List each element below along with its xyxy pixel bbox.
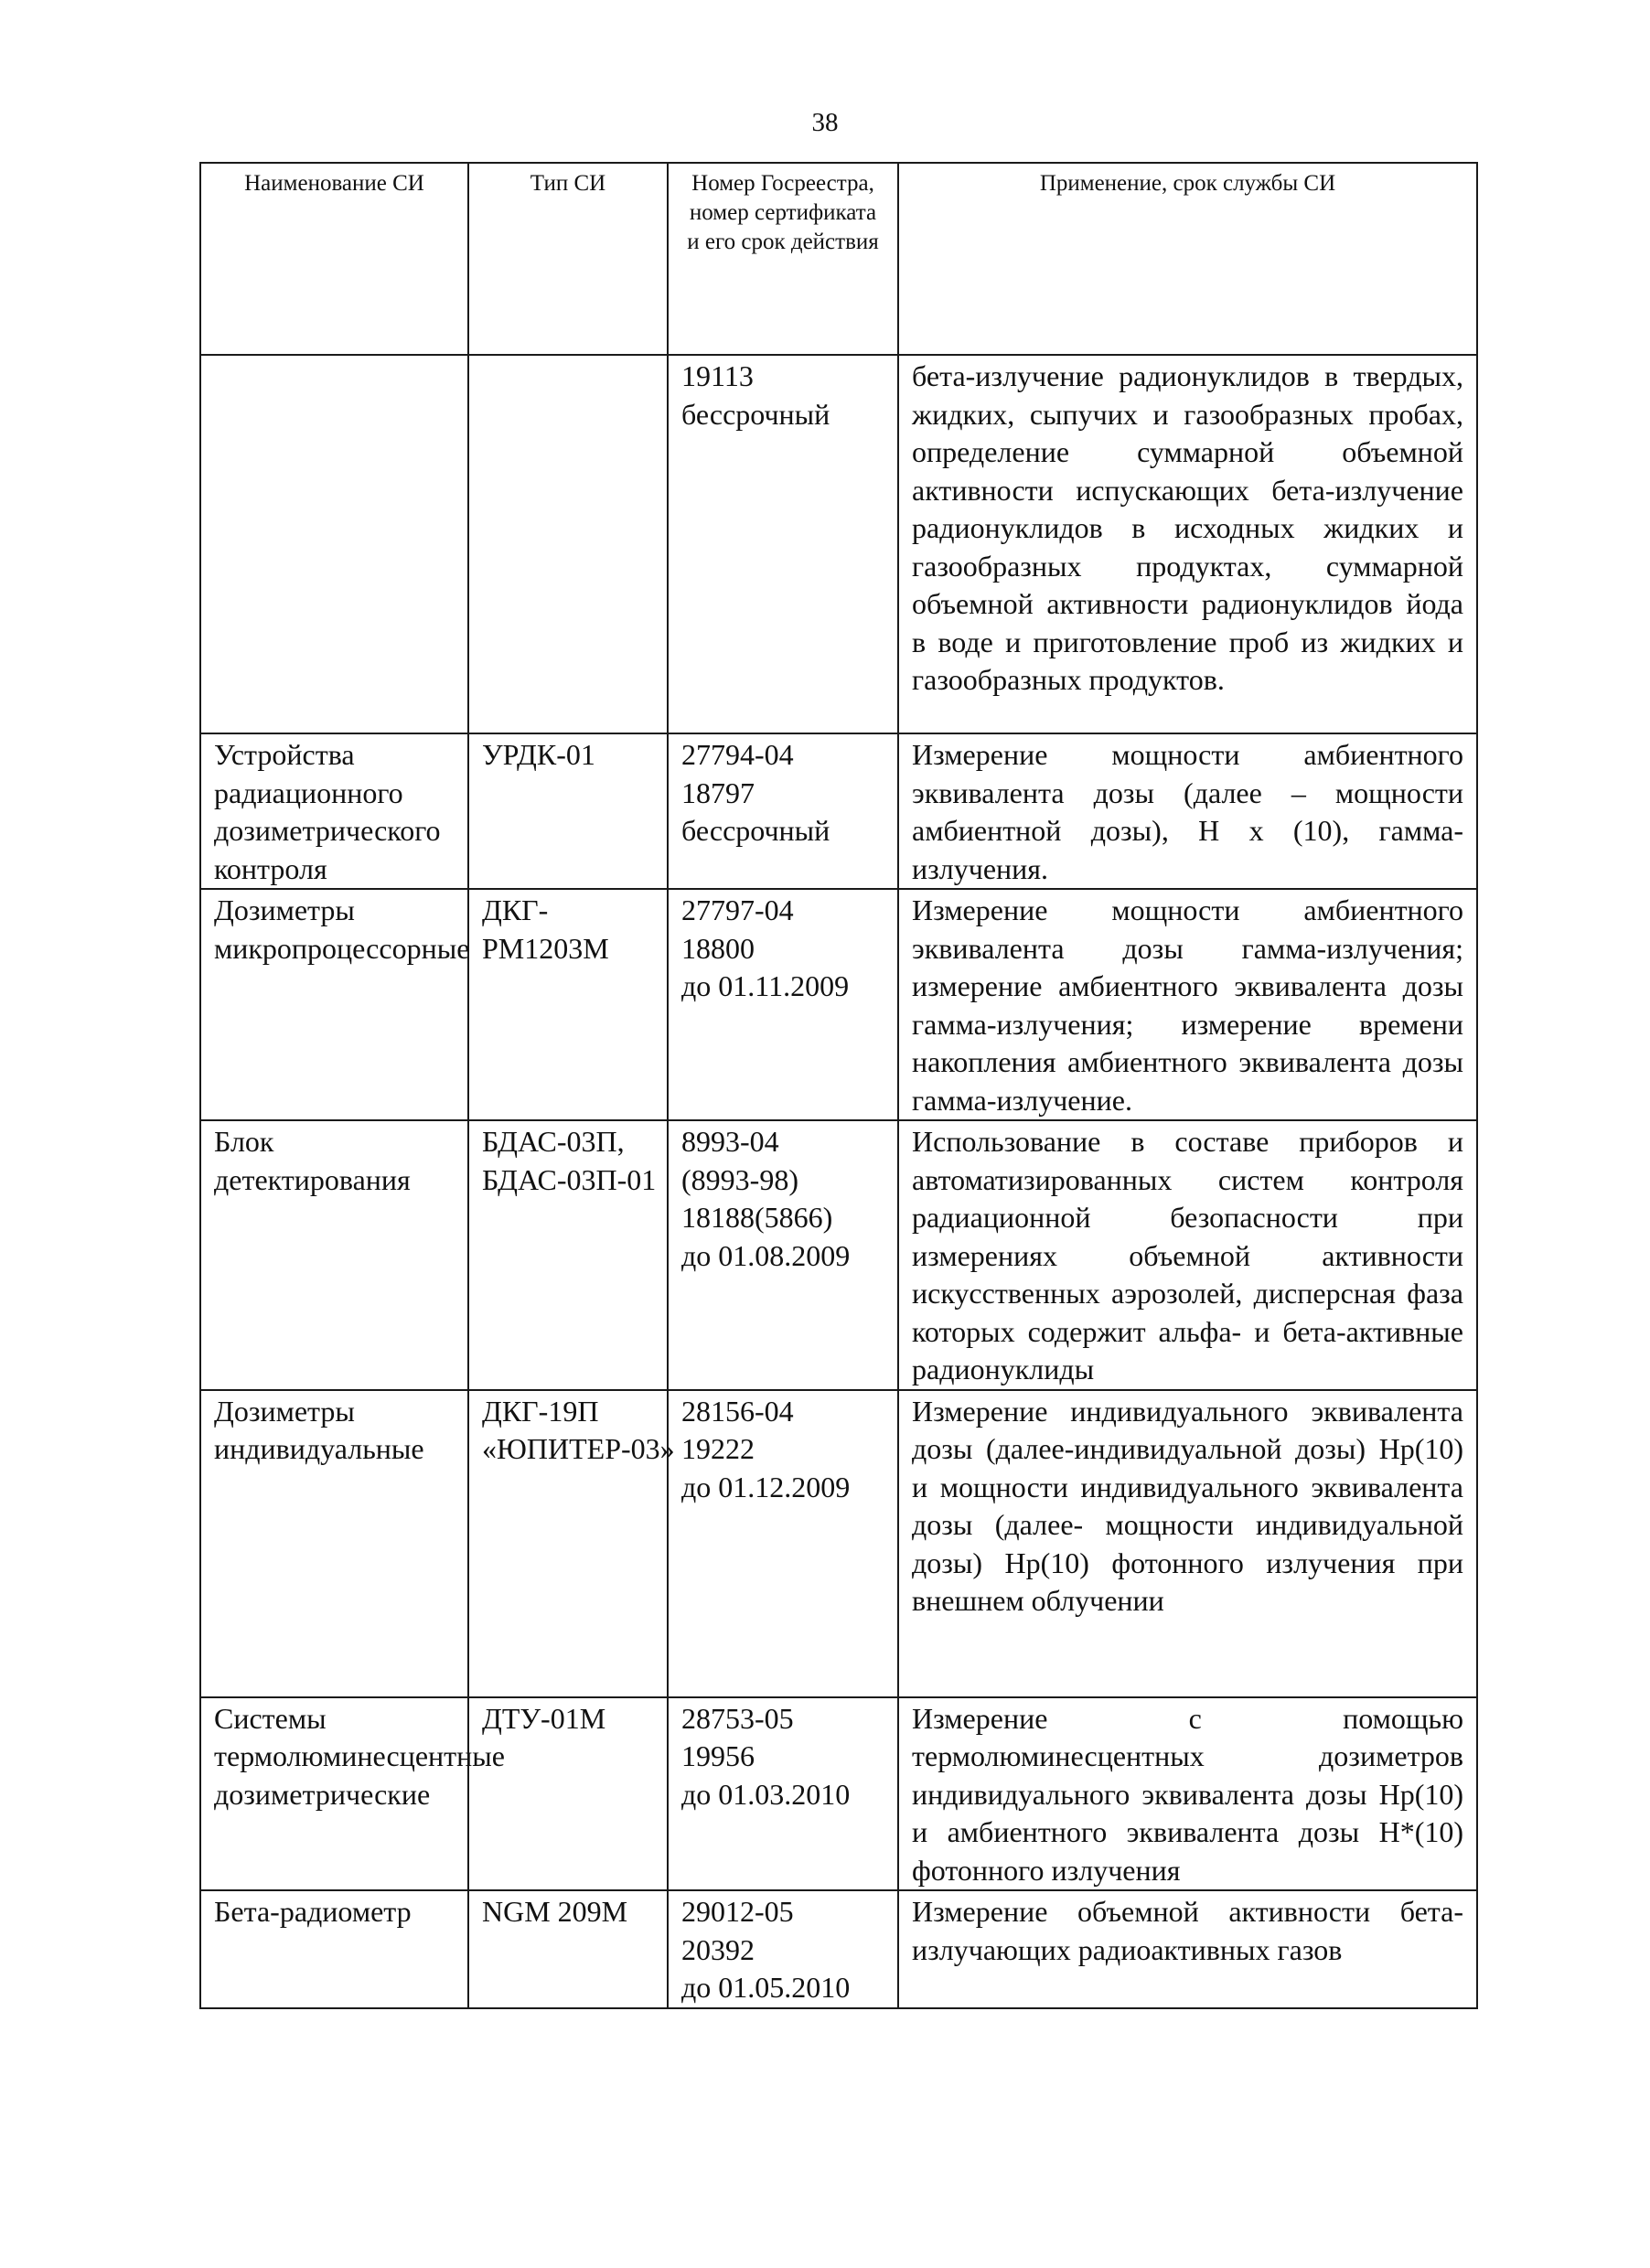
cell-application: Измерение с помощью термолюминесцентных дозиметров индивидуального эквивалента дозы Hp(10) и амбиентного эквивалента дозы H*(10) фотонного излучения <box>898 1697 1477 1891</box>
cell-name: Устройства радиационного дозиметрического контроля <box>200 733 468 889</box>
registry-line: 8993-04 <box>681 1125 779 1158</box>
cell-type: УРДК-01 <box>468 733 668 889</box>
registry-line: 19222 <box>681 1432 755 1465</box>
cell-registry-number <box>668 889 898 1120</box>
registry-line: 28753-05 <box>681 1701 794 1735</box>
table-header-row <box>200 163 1477 355</box>
cell-name: Дозиметры микропроцессорные <box>200 889 468 1120</box>
registry-line: до 01.11.2009 <box>681 969 850 1002</box>
table-row <box>200 889 1477 1120</box>
cell-name: Бета-радиометр <box>200 1890 468 2008</box>
registry-line: 27794-04 <box>681 738 794 771</box>
cell-application: Использование в составе приборов и автоматизированных систем контроля радиационной безопасности при измерениях объемной активности искусственных аэрозолей, дисперсная фаза которых содержит альфа- и бета-активные радионуклиды <box>898 1120 1477 1390</box>
table-row <box>200 733 1477 889</box>
registry-line: 20392 <box>681 1932 755 1966</box>
registry-line: 18188(5866) <box>681 1201 833 1234</box>
cell-type: ДКГ-РМ1203М <box>468 889 668 1120</box>
cell-type: БДАС-03П, БДАС-03П-01 <box>468 1120 668 1390</box>
page-number: 38 <box>811 108 839 137</box>
header-type: Тип СИ <box>468 163 668 355</box>
cell-registry-number <box>668 1120 898 1390</box>
registry-line: бессрочный <box>681 397 830 431</box>
cell-registry-number <box>668 1890 898 2008</box>
cell-name <box>200 355 468 733</box>
registry-line: 19956 <box>681 1739 755 1772</box>
registry-line: (8993-98) <box>681 1162 798 1196</box>
cell-type <box>468 355 668 733</box>
cell-name: Блок детектирования <box>200 1120 468 1390</box>
cell-application: Измерение мощности амбиентного эквивалента дозы (далее – мощности амбиентной дозы), H x (10), гамма-излучения. <box>898 733 1477 889</box>
cell-type: ДКГ-19П «ЮПИТЕР-03» <box>468 1390 668 1697</box>
cell-registry-number <box>668 1697 898 1891</box>
cell-application: Измерение объемной активности бета-излучающих радиоактивных газов <box>898 1890 1477 2008</box>
header-application: Применение, срок службы СИ <box>898 163 1477 355</box>
table-row <box>200 355 1477 733</box>
registry-line: до 01.03.2010 <box>681 1777 851 1811</box>
registry-line: 18800 <box>681 931 755 965</box>
cell-registry-number <box>668 733 898 889</box>
instruments-table <box>199 162 1478 2009</box>
table-row <box>200 1120 1477 1390</box>
cell-registry-number <box>668 1390 898 1697</box>
table-row <box>200 1697 1477 1891</box>
cell-application: Измерение индивидуального эквивалента дозы (далее-индивидуальной дозы) Hp(10) и мощности индивидуального эквивалента дозы (далее- мощности индивидуальной дозы) Hp(10) фотонного излучения при внешнем облучении <box>898 1390 1477 1697</box>
registry-line: 19113 <box>681 359 754 392</box>
registry-line: 27797-04 <box>681 893 794 926</box>
registry-line: до 01.08.2009 <box>681 1238 851 1272</box>
cell-application: бета-излучение радионуклидов в твердых, жидких, сыпучих и газообразных пробах, определение суммарной объемной активности испускающих бета-излучение радионуклидов в исходных жидких и газообразных продуктах, суммарной объемной активности радионуклидов йода в воде и приготовление проб из жидких и газообразных продуктов. <box>898 355 1477 733</box>
header-name: Наименование СИ <box>200 163 468 355</box>
cell-name: Системы термолюминесцентные дозиметрические <box>200 1697 468 1891</box>
cell-application: Измерение мощности амбиентного эквивалента дозы гамма-излучения; измерение амбиентного эквивалента дозы гамма-излучения; измерение времени накопления амбиентного эквивалента дозы гамма-излучение. <box>898 889 1477 1120</box>
registry-line: до 01.12.2009 <box>681 1470 851 1503</box>
cell-type: ДТУ-01М <box>468 1697 668 1891</box>
registry-line: 29012-05 <box>681 1895 794 1928</box>
table-row <box>200 1390 1477 1697</box>
registry-line: 18797 <box>681 776 755 809</box>
table-row <box>200 1890 1477 2008</box>
header-registry-number: Номер Госреестра, номер сертификата и его срок действия <box>668 163 898 355</box>
registry-line: бессрочный <box>681 814 830 847</box>
cell-name: Дозиметры индивидуальные <box>200 1390 468 1697</box>
cell-type: NGM 209M <box>468 1890 668 2008</box>
registry-line: до 01.05.2010 <box>681 1971 851 2004</box>
cell-registry-number <box>668 355 898 733</box>
registry-line: 28156-04 <box>681 1394 794 1428</box>
